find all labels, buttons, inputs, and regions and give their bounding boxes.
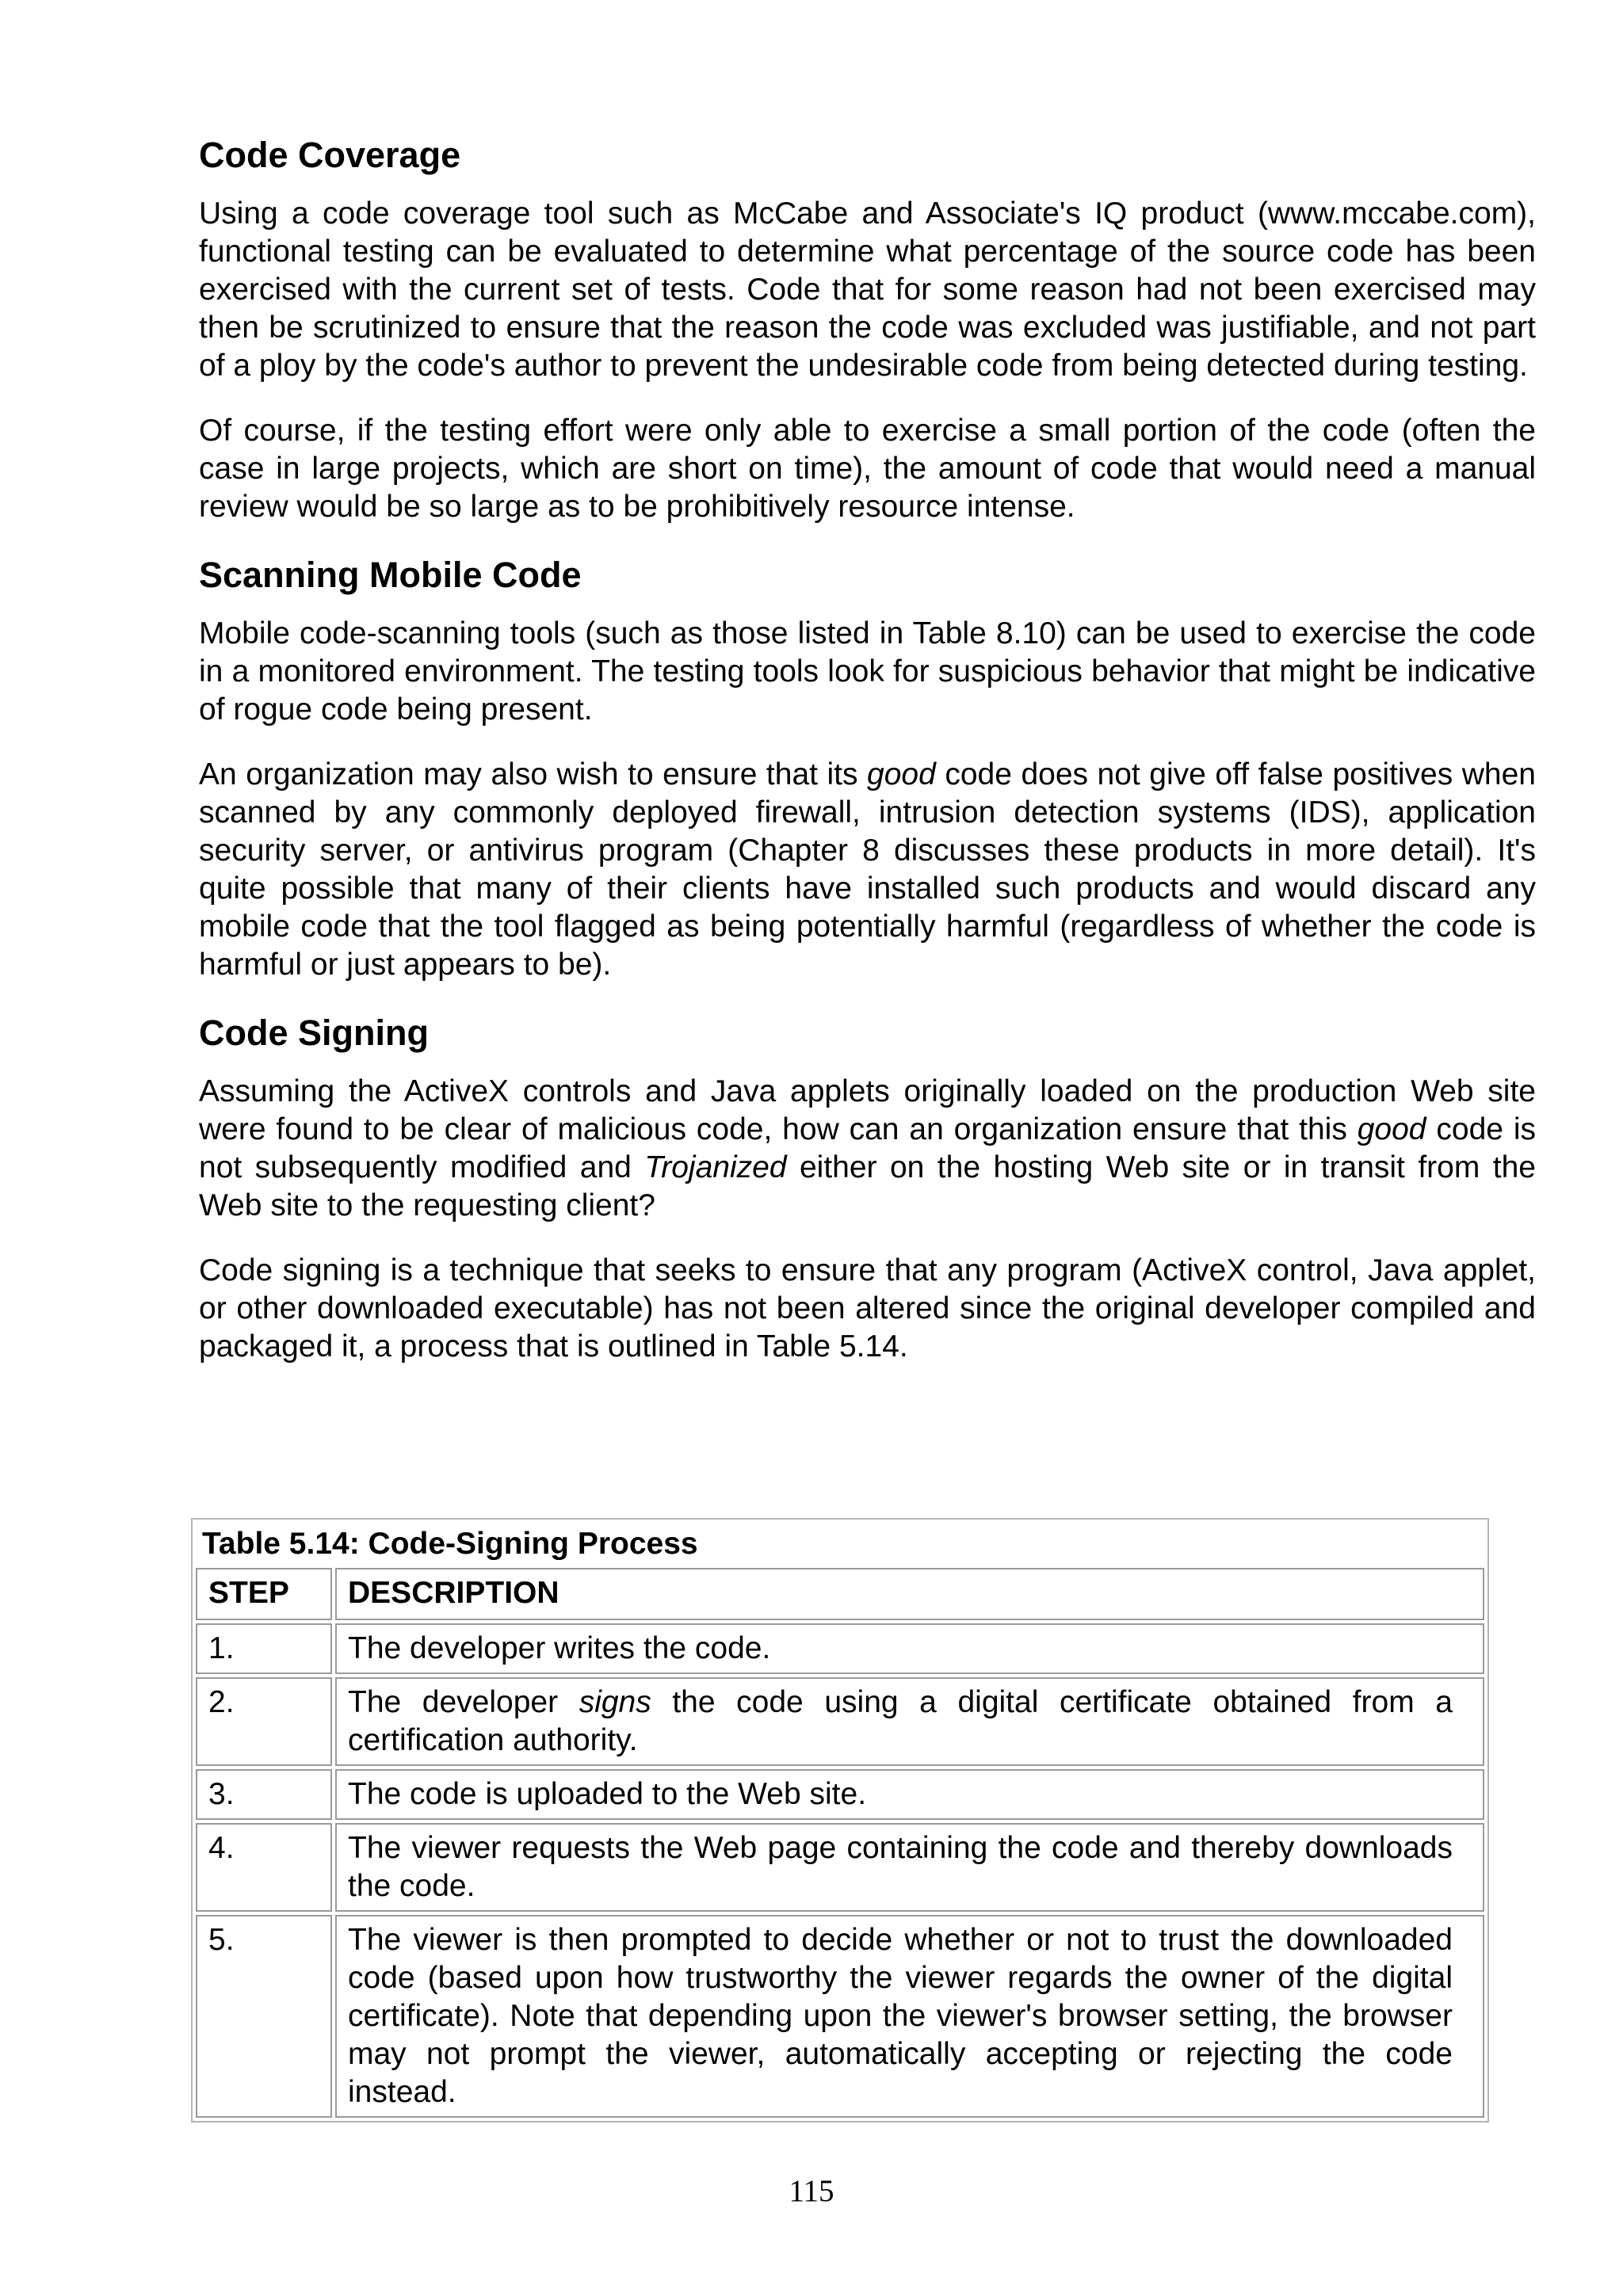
- table-row: [196, 1915, 1484, 2118]
- table-caption: Table 5.14: Code-Signing Process: [202, 1527, 698, 1561]
- paragraph: Mobile code-scanning tools (such as those listed in Table 8.10) can be used to exercise the code in a monitored environment. The testing tools look for suspicious behavior that might be indicative of rogue code being present.: [199, 616, 1536, 727]
- table-row: [196, 1823, 1484, 1912]
- paragraph: Assuming the ActiveX controls and Java applets originally loaded on the production Web site were found to be clear of malicious code, how can an organization ensure that this good code is not subsequently modified and Trojanized either on the hosting Web site or in transit from the Web site to the requesting client?: [199, 1074, 1537, 1222]
- description-cell: The developer signs the code using a digital certificate obtained from a certification authority.: [335, 1677, 1484, 1766]
- code-signing-table: [191, 1518, 1489, 2122]
- table-grid: [193, 1565, 1487, 2121]
- step-cell: 2.: [196, 1677, 332, 1766]
- paragraph: Of course, if the testing effort were only able to exercise a small portion of the code (often the case in large projects, which are short on time), the amount of code that would need a manual review would be so large as to be prohibitively resource intense.: [199, 414, 1536, 524]
- step-cell: 5.: [196, 1915, 332, 2118]
- page-number: 115: [789, 2174, 834, 2208]
- page-body: [199, 133, 1536, 1393]
- header-description: DESCRIPTION: [335, 1568, 1484, 1620]
- step-cell: 1.: [196, 1623, 332, 1674]
- step-cell: 3.: [196, 1769, 332, 1820]
- step-cell: 4.: [196, 1823, 332, 1912]
- paragraph: Code signing is a technique that seeks to ensure that any program (ActiveX control, Java applet, or other downloaded executable) has not been altered since the original developer compiled and packaged it, a process that is outlined in Table 5.14.: [199, 1253, 1536, 1363]
- paragraph: An organization may also wish to ensure that its good code does not give off false positives when scanned by any commonly deployed firewall, intrusion detection systems (IDS), application security server, or antivirus program (Chapter 8 discusses these products in more detail). It's quite possible that many of their clients have installed such products and would discard any mobile code that the tool flagged as being potentially harmful (regardless of whether the code is harmful or just appears to be).: [199, 757, 1536, 982]
- description-cell: The developer writes the code.: [335, 1623, 1484, 1674]
- section-heading-scanning-mobile-code: Scanning Mobile Code: [199, 555, 582, 595]
- description-cell: The code is uploaded to the Web site.: [335, 1769, 1484, 1820]
- section-heading-code-coverage: Code Coverage: [199, 135, 461, 175]
- table-row: [196, 1677, 1484, 1766]
- table-row: [196, 1623, 1484, 1674]
- paragraph: Using a code coverage tool such as McCabe and Associate's IQ product (www.mccabe.com), functional testing can be evaluated to determine what percentage of the source code has been exercised with the current set of tests. Code that for some reason had not been exercised may then be scrutinized to ensure that the reason the code was excluded was justifiable, and not part of a ploy by the code's author to prevent the undesirable code from being detected during testing.: [199, 196, 1536, 383]
- table-header-row: [196, 1568, 1484, 1620]
- header-step: STEP: [196, 1568, 332, 1620]
- table-row: [196, 1769, 1484, 1820]
- section-heading-code-signing: Code Signing: [199, 1013, 429, 1053]
- description-cell: The viewer requests the Web page containing the code and thereby downloads the code.: [335, 1823, 1484, 1912]
- description-cell: The viewer is then prompted to decide whether or not to trust the downloaded code (based upon how trustworthy the viewer regards the owner of the digital certificate). Note that depending upon the viewer's browser setting, the browser may not prompt the viewer, automatically accepting or rejecting the code instead.: [335, 1915, 1484, 2118]
